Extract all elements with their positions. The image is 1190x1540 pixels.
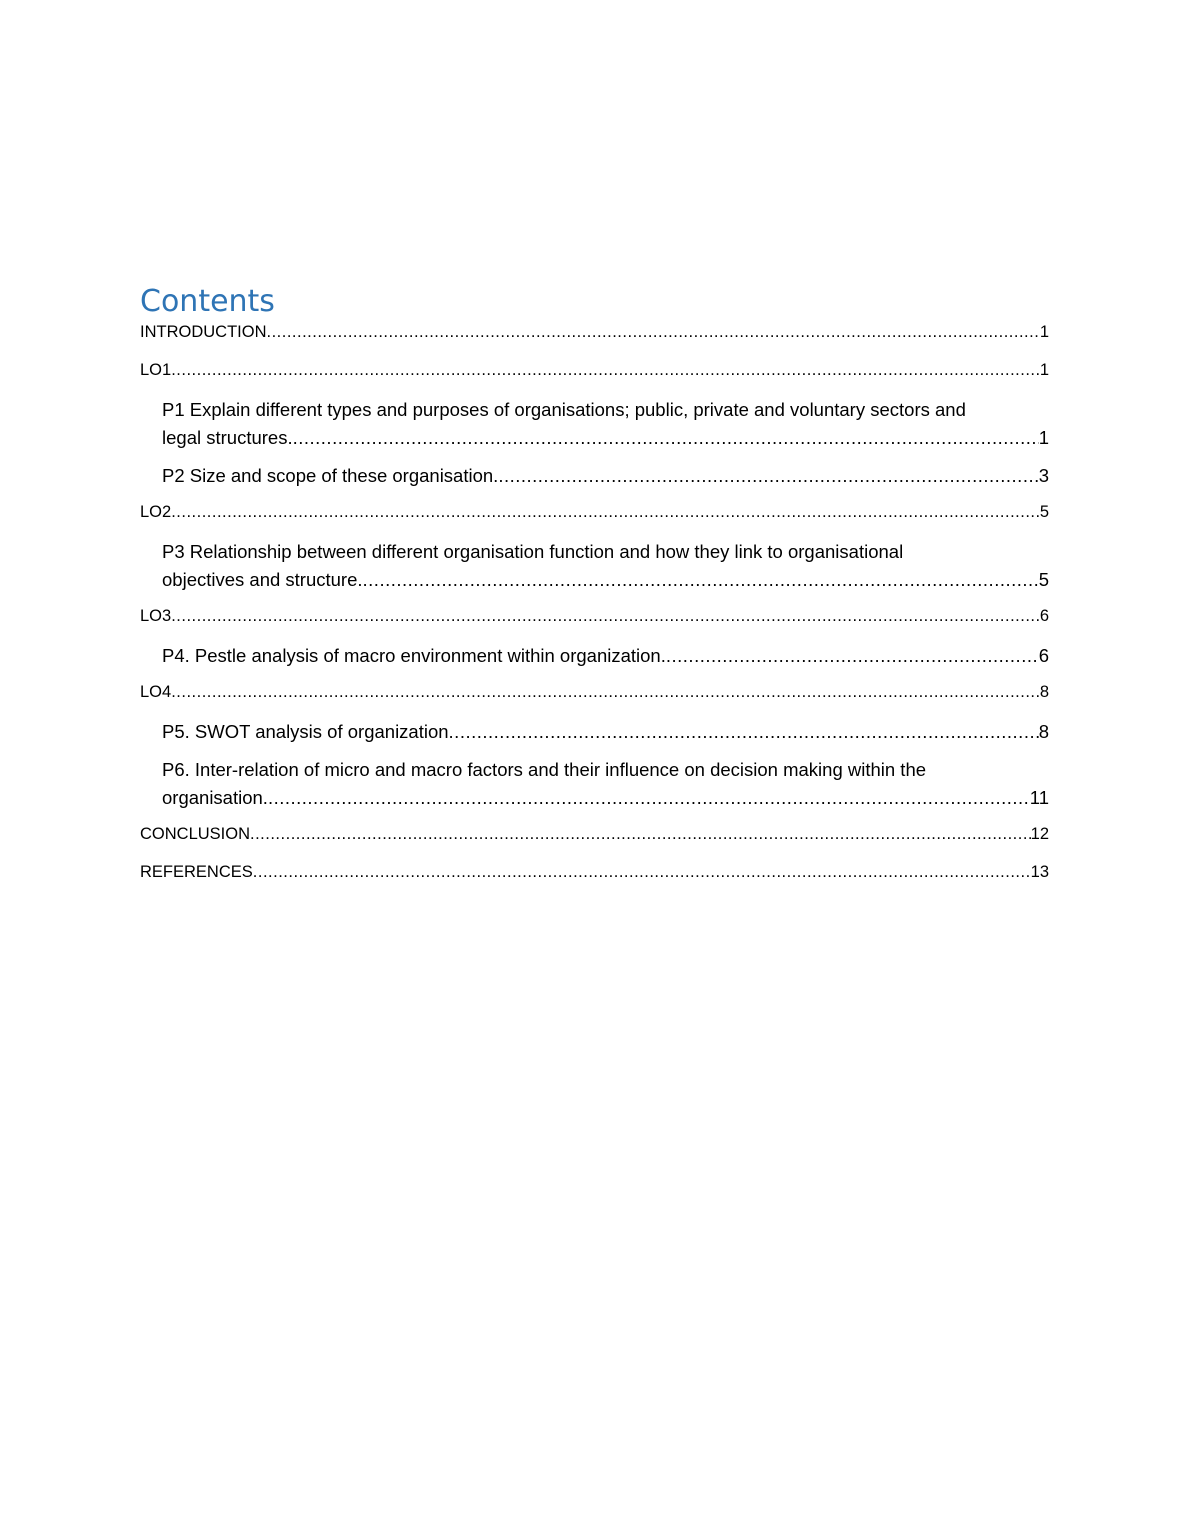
dot-leader [171, 358, 1040, 382]
dot-leader [250, 822, 1031, 846]
toc-page-number: 5 [1039, 503, 1049, 521]
toc-page-number: 8 [1039, 683, 1049, 701]
toc-page-number: 6 [1038, 645, 1049, 666]
toc-page-number: 3 [1038, 465, 1049, 486]
dot-leader [171, 500, 1040, 524]
toc-entry-text: LO1 [140, 361, 172, 379]
toc-page-number: 8 [1038, 721, 1049, 742]
toc-entry-text: P4. Pestle analysis of macro environment within organization. [162, 645, 666, 666]
dot-leader [171, 604, 1040, 628]
table-of-contents [140, 280, 1049, 898]
toc-page-number: 1 [1039, 323, 1049, 341]
toc-entry-p3[interactable] [140, 538, 1049, 604]
toc-entry-lo1[interactable] [140, 358, 1049, 396]
toc-entry-lo2[interactable] [140, 500, 1049, 538]
toc-entry-text: LO2 [140, 503, 172, 521]
toc-page-number: 1 [1038, 427, 1049, 448]
dot-leader [268, 784, 1030, 812]
toc-entry-p2[interactable] [140, 462, 1049, 500]
dot-leader [293, 424, 1039, 452]
dot-leader [171, 680, 1040, 704]
toc-entry-text: INTRODUCTION [140, 323, 267, 341]
toc-entry-text: REFERENCES [140, 863, 253, 881]
toc-page-number: 12 [1030, 825, 1049, 843]
toc-entry-lo4[interactable] [140, 680, 1049, 718]
toc-entry-text: P2 Size and scope of these organisation. [162, 465, 499, 486]
toc-entry-introduction[interactable] [140, 320, 1049, 358]
toc-entry-p1[interactable] [140, 396, 1049, 462]
toc-entry-text-line1: P3 Relationship between different organisation function and how they link to organisational [162, 541, 904, 562]
toc-entry-text: legal structures. [162, 427, 293, 448]
toc-entry-references[interactable] [140, 860, 1049, 898]
toc-title: Contents [140, 284, 275, 319]
toc-entry-text-line1: P1 Explain different types and purposes of organisations; public, private and voluntary sectors and [162, 399, 966, 420]
toc-entry-p4[interactable] [140, 642, 1049, 680]
dot-leader [666, 642, 1039, 670]
toc-page-number: 5 [1038, 569, 1049, 590]
toc-entry-text: LO4 [140, 683, 172, 701]
toc-page-number: 13 [1030, 863, 1049, 881]
toc-entry-text: organisation. [162, 787, 268, 808]
toc-entry-lo3[interactable] [140, 604, 1049, 642]
toc-entry-text: objectives and structure. [162, 569, 363, 590]
dot-leader [498, 462, 1038, 490]
toc-entry-p5[interactable] [140, 718, 1049, 756]
toc-entry-text-line1: P6. Inter-relation of micro and macro factors and their influence on decision making within the [162, 759, 927, 780]
dot-leader [449, 718, 1039, 746]
toc-entry-text: P5. SWOT analysis of organization [162, 721, 449, 742]
toc-entry-conclusion[interactable] [140, 822, 1049, 860]
toc-entry-p6[interactable] [140, 756, 1049, 822]
toc-entry-text: LO3 [140, 607, 172, 625]
dot-leader [253, 860, 1031, 884]
dot-leader [363, 566, 1039, 594]
toc-entry-text: CONCLUSION [140, 825, 251, 843]
toc-page-number: 6 [1039, 607, 1049, 625]
toc-page-number: 11 [1029, 787, 1049, 808]
dot-leader [267, 320, 1040, 344]
toc-page-number: 1 [1039, 361, 1049, 379]
